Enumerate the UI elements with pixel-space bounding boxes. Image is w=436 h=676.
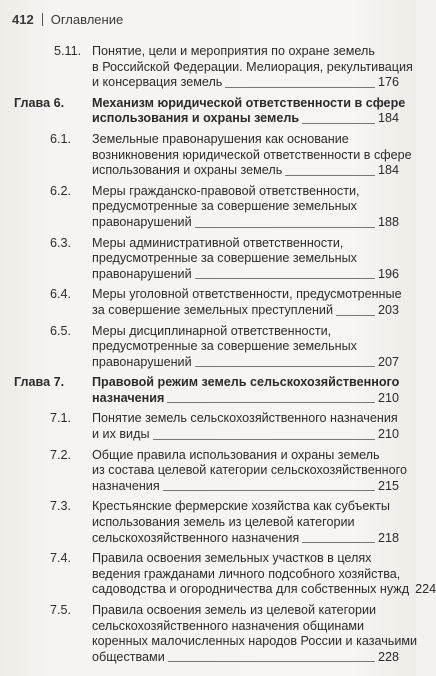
toc-entry-last-line	[92, 267, 399, 283]
dot-leader	[163, 490, 375, 491]
toc-entry-page: 215	[377, 478, 399, 493]
toc-entry-line: обществами	[92, 649, 165, 664]
toc-entry-line: Понятие земель сельскохозяйственного назначения	[92, 411, 398, 426]
toc-entry-line: использования и охраны земель	[92, 111, 300, 126]
toc-entry-number: 6.3.	[50, 235, 72, 250]
toc-entry-line: предусмотренные за совершение земельных	[92, 199, 357, 214]
toc-entry-number: Глава 7.	[14, 375, 65, 390]
toc-entry-line: садоводства и огородничества для собственных нужд	[92, 582, 410, 597]
toc-entry-line: Крестьянские фермерские хозяйства как субъекты	[92, 499, 390, 514]
toc-entry-body	[92, 184, 399, 231]
toc-entry	[0, 132, 416, 179]
toc-entry	[0, 448, 416, 495]
toc-entry-number: 7.2.	[50, 447, 72, 462]
toc-entry	[0, 184, 416, 231]
toc-entry-last-line	[92, 163, 399, 179]
toc-entry-line: возникновения юридической ответственности в сфере	[92, 147, 412, 162]
toc-entry-number: 6.2.	[50, 183, 72, 198]
toc-entry-number: 5.11.	[54, 44, 82, 58]
toc-entry-last-line	[92, 111, 399, 127]
toc-entry-page: 210	[377, 390, 399, 405]
header-separator	[42, 13, 43, 26]
toc-entry-line: из состава целевой категории сельскохозяйственного	[92, 463, 407, 478]
toc-entry-page: 207	[377, 354, 399, 369]
toc-entry-line: в Российской Федерации. Мелиорация, рекультивация	[92, 59, 413, 74]
toc-entry-number: 7.4.	[50, 551, 72, 566]
toc-entry-body	[92, 499, 399, 546]
toc-entry-line: Механизм юридической ответственности в сфере	[92, 95, 406, 110]
toc-entry-body	[92, 287, 402, 318]
toc-entry-page: 196	[377, 266, 399, 281]
running-header	[12, 12, 123, 27]
toc-entry-line: использования и охраны земель	[92, 163, 283, 178]
toc-entry-last-line	[92, 582, 436, 598]
dot-leader	[336, 315, 375, 316]
toc-entry-line: Меры уголовной ответственности, предусмотренные	[92, 287, 402, 302]
toc-entry-line: за совершение земельных преступлений	[92, 302, 333, 317]
toc-entry-line: ведения гражданами личного подсобного хозяйства,	[92, 566, 401, 581]
toc-entry-number: 6.5.	[50, 323, 72, 338]
toc-entry-body	[92, 551, 436, 598]
toc-entry-line: Меры дисциплинарной ответственности,	[92, 323, 332, 338]
table-of-contents	[0, 44, 436, 670]
dot-leader	[195, 366, 375, 367]
page-number: 412	[12, 12, 34, 27]
toc-entry-line: предусмотренные за совершение земельных	[92, 251, 357, 266]
toc-entry	[0, 96, 416, 127]
toc-entry-line: Земельные правонарушения как основание	[92, 131, 349, 146]
toc-entry-line: использования земель из целевой категории	[92, 515, 355, 530]
toc-entry-line: назначения	[92, 390, 165, 405]
toc-entry-body	[92, 95, 406, 127]
dot-leader	[302, 542, 375, 543]
toc-entry-page: 218	[377, 530, 399, 545]
toc-entry-last-line	[92, 303, 399, 319]
dot-leader	[285, 175, 375, 176]
toc-entry-last-line	[92, 650, 399, 666]
dot-leader	[167, 402, 375, 403]
toc-entry-line: Правовой режим земель сельскохозяйственного	[92, 375, 400, 390]
toc-entry-body	[92, 447, 407, 495]
dot-leader	[195, 227, 375, 228]
dot-leader	[168, 661, 375, 662]
toc-entry	[0, 324, 416, 371]
toc-entry-line: назначения	[92, 478, 160, 493]
toc-entry-line: правонарушений	[92, 266, 192, 281]
toc-entry-number: 7.3.	[50, 499, 72, 514]
toc-entry-number: 6.4.	[50, 287, 72, 302]
toc-entry-line: Правила освоения земель из целевой категории	[92, 603, 377, 617]
toc-entry-body	[92, 236, 399, 283]
toc-entry-line: сельскохозяйственного назначения	[92, 530, 300, 545]
toc-entry-body	[92, 411, 399, 442]
toc-entry-line: Общие правила использования и охраны земель	[92, 447, 380, 462]
toc-entry-page: 210	[377, 427, 399, 442]
toc-entry-page: 224	[415, 582, 436, 597]
toc-entry-line: и их виды	[92, 427, 150, 442]
toc-entry	[0, 375, 416, 406]
toc-entry-line: правонарушений	[92, 354, 192, 369]
toc-entry-body	[92, 131, 412, 179]
toc-entry-page: 228	[377, 649, 399, 664]
header-title: Оглавление	[50, 12, 124, 27]
toc-entry-number: 6.1.	[50, 131, 72, 146]
toc-entry	[0, 603, 416, 665]
toc-entry-number: 7.5.	[50, 603, 72, 617]
dot-leader	[225, 87, 375, 88]
dot-leader	[153, 439, 375, 440]
toc-entry	[0, 44, 416, 91]
toc-entry	[0, 551, 436, 598]
toc-entry-page: 203	[377, 302, 399, 317]
toc-entry-line: сельскохозяйственного назначения общинами	[92, 618, 365, 633]
toc-entry-number: 7.1.	[50, 411, 72, 426]
toc-entry-page: 176	[377, 75, 399, 90]
toc-entry-line: коренных малочисленных народов России и казачьими	[92, 634, 418, 649]
toc-entry-last-line	[92, 215, 399, 231]
toc-entry-line: и консервация земель	[92, 75, 223, 90]
dot-leader	[195, 278, 375, 279]
toc-entry-last-line	[92, 479, 399, 495]
toc-entry-line: Меры гражданско-правовой ответственности,	[92, 183, 360, 198]
toc-entry-last-line	[92, 75, 399, 91]
toc-entry-body	[92, 603, 418, 665]
toc-entry-page: 188	[377, 214, 399, 229]
toc-entry-last-line	[92, 391, 399, 407]
toc-entry	[0, 411, 416, 442]
toc-entry-last-line	[92, 355, 399, 371]
toc-entry-number: Глава 6.	[14, 95, 65, 110]
toc-entry-body	[92, 375, 399, 406]
toc-entry	[0, 287, 416, 318]
toc-entry-line: предусмотренные за совершение земельных	[92, 339, 357, 354]
toc-entry-body	[92, 324, 399, 371]
toc-entry-line: Понятие, цели и мероприятия по охране земель	[92, 44, 375, 58]
toc-entry-last-line	[92, 531, 399, 547]
toc-entry-body	[92, 44, 413, 91]
toc-entry	[0, 236, 416, 283]
toc-entry-last-line	[92, 427, 399, 443]
toc-entry	[0, 499, 416, 546]
toc-entry-line: правонарушений	[92, 214, 192, 229]
toc-entry-page: 184	[377, 163, 399, 178]
toc-entry-page: 184	[377, 111, 399, 126]
toc-entry-line: Правила освоения земельных участков в целях	[92, 551, 372, 566]
toc-entry-line: Меры административной ответственности,	[92, 235, 344, 250]
dot-leader	[302, 123, 375, 124]
